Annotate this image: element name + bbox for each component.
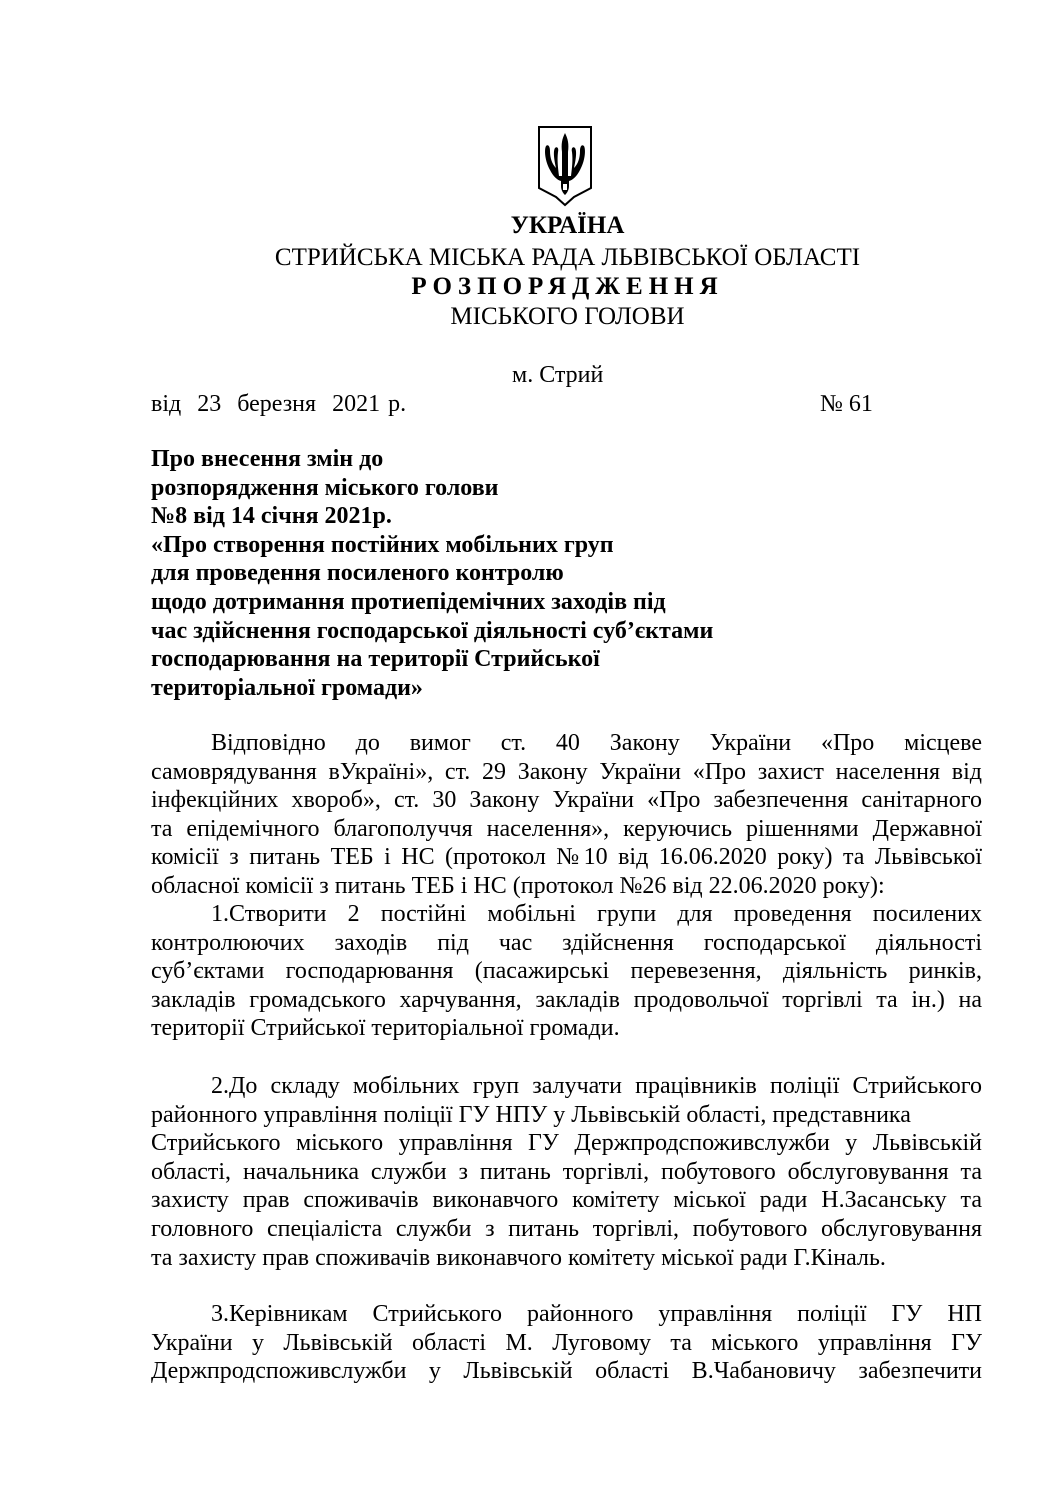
council-name: СТРИЙСЬКА МІСЬКА РАДА ЛЬВІВСЬКОЇ ОБЛАСТІ bbox=[274, 244, 861, 271]
text-line: обласної комісії з питань ТЕБ і НС (протокол №26 від 22.06.2020 року): bbox=[151, 872, 885, 899]
document-type: РОЗПОРЯДЖЕННЯ bbox=[411, 273, 724, 300]
document-title bbox=[151, 445, 713, 702]
text-line: та захисту прав споживачів виконавчого комітету міської ради Г.Кіналь. bbox=[151, 1244, 886, 1271]
title-line: №8 від 14 січня 2021р. bbox=[151, 503, 392, 530]
title-line: час здійснення господарської діяльності суб’єктами bbox=[151, 617, 714, 644]
text-line: України у Львівській області М. Луговому та міського управління ГУ bbox=[151, 1329, 982, 1356]
document-date: від 23 березня 2021 р. bbox=[151, 391, 407, 417]
title-line: розпорядження міського голови bbox=[151, 474, 499, 501]
text-line: контролюючих заходів під час здійснення господарської діяльності bbox=[151, 929, 982, 956]
text-line: суб’єктами господарювання (пасажирські перевезення, діяльність ринків, bbox=[151, 958, 982, 985]
document-number: № 61 bbox=[820, 391, 873, 417]
country-heading: УКРАЇНА bbox=[510, 212, 625, 239]
text-line: території Стрийської територіальної громади. bbox=[151, 1015, 620, 1042]
item-2-paragraph bbox=[151, 1072, 982, 1272]
city-name: м. Стрий bbox=[512, 362, 604, 388]
text-line: інфекційних хвороб», ст. 30 Закону України «Про забезпечення санітарного bbox=[151, 787, 982, 814]
text-line: захисту прав споживачів виконавчого комітету міської ради Н.Засанську та bbox=[151, 1187, 982, 1214]
title-line: щодо дотримання протиепідемічних заходів під bbox=[151, 588, 666, 615]
text-line: районного управління поліції ГУ НПУ у Львівській області, представника bbox=[151, 1101, 911, 1128]
text-line: самоврядування вУкраїні», ст. 29 Закону України «Про захист населення від bbox=[151, 758, 982, 785]
text-line: головного спеціаліста служби з питань торгівлі, побутового обслуговування bbox=[151, 1215, 982, 1242]
text-line: комісії з питань ТЕБ і НС (протокол №10 від 16.06.2020 року) та Львівської bbox=[151, 844, 982, 871]
text-line: 3.Керівникам Стрийського районного управління поліції ГУ НП bbox=[211, 1301, 982, 1327]
item-1-paragraph bbox=[151, 900, 982, 1043]
title-line: територіальної громади» bbox=[151, 674, 423, 701]
text-line: закладів громадського харчування, закладів продовольчої торгівлі та ін.) на bbox=[151, 986, 982, 1013]
text-line: Відповідно до вимог ст. 40 Закону України «Про місцеве bbox=[211, 730, 982, 756]
text-line: 1.Створити 2 постійні мобільні групи для проведення посилених bbox=[211, 901, 982, 927]
document-author: МІСЬКОГО ГОЛОВИ bbox=[450, 303, 685, 330]
text-line: області, начальника служби з питань торгівлі, побутового обслуговування та bbox=[151, 1158, 982, 1185]
title-line: «Про створення постійних мобільних груп bbox=[151, 531, 614, 558]
preamble-paragraph bbox=[151, 729, 982, 901]
text-line: та епідемічного благополуччя населення», керуючись рішеннями Державної bbox=[151, 815, 982, 842]
title-line: господарювання на території Стрийської bbox=[151, 646, 600, 673]
ukraine-trident-emblem-icon bbox=[536, 124, 594, 208]
item-3-paragraph bbox=[151, 1300, 982, 1386]
text-line: Держпродспоживслужби у Львівській області В.Чабановичу забезпечити bbox=[151, 1358, 982, 1385]
title-line: Про внесення змін до bbox=[151, 446, 384, 472]
text-line: 2.До складу мобільних груп залучати працівників поліції Стрийського bbox=[211, 1073, 982, 1099]
text-line: Стрийського міського управління ГУ Держпродспоживслужби у Львівській bbox=[151, 1130, 982, 1157]
title-line: для проведення посиленого контролю bbox=[151, 560, 564, 587]
